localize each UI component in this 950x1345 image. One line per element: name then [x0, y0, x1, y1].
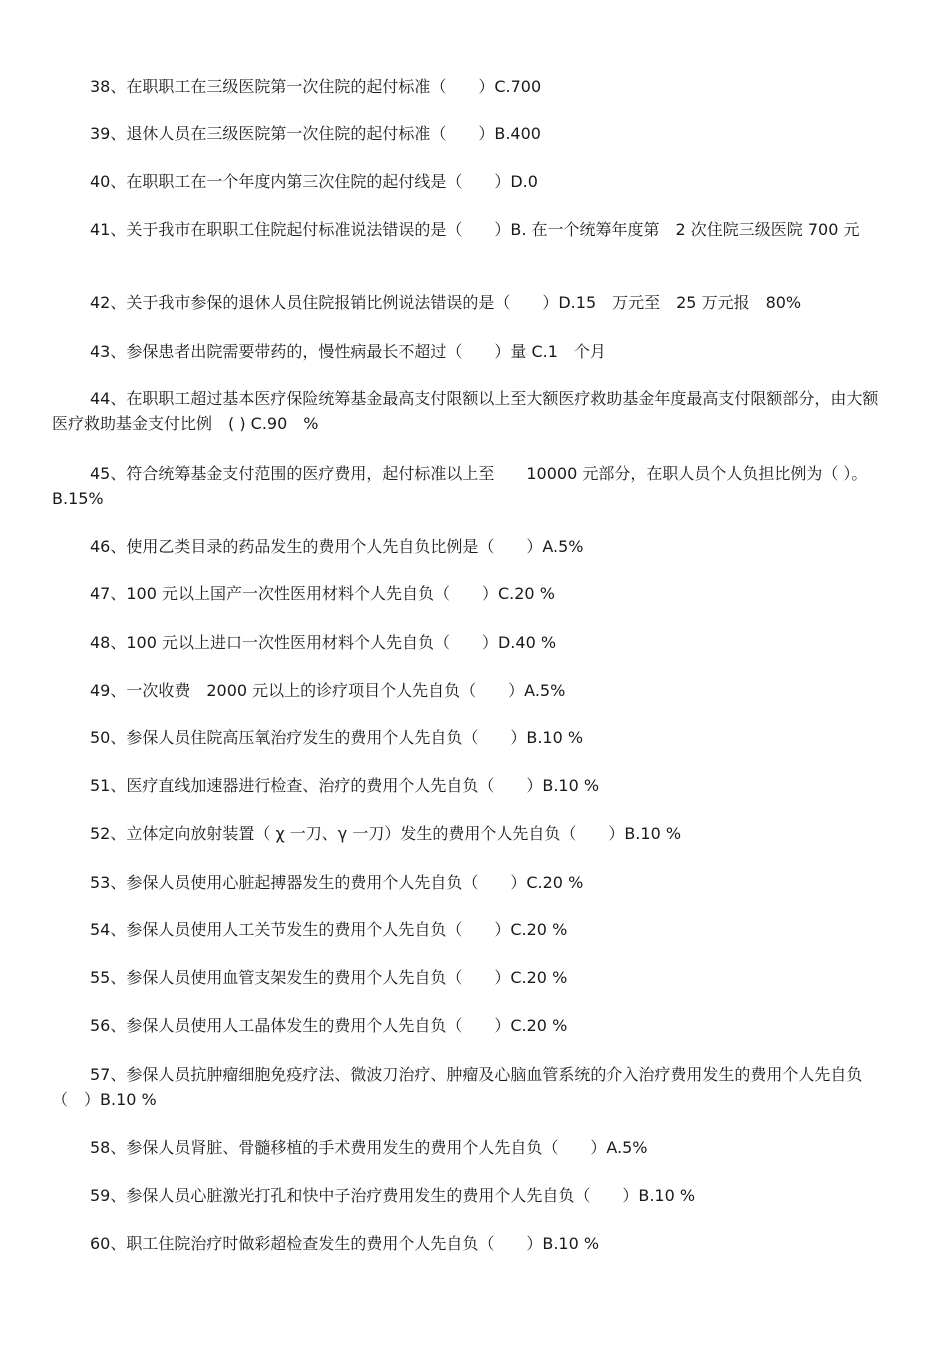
question-49: 49、一次收费 2000 元以上的诊疗项目个人先自负（ ）A.5% [90, 681, 566, 700]
question-53: 53、参保人员使用心脏起搏器发生的费用个人先自负（ ）C.20 % [90, 873, 584, 892]
question-59: 59、参保人员心脏激光打孔和快中子治疗费用发生的费用个人先自负（ ）B.10 % [90, 1186, 696, 1205]
question-46: 46、使用乙类目录的药品发生的费用个人先自负比例是（ ）A.5% [90, 537, 584, 556]
question-56: 56、参保人员使用人工晶体发生的费用个人先自负（ ）C.20 % [90, 1016, 568, 1035]
question-60: 60、职工住院治疗时做彩超检查发生的费用个人先自负（ ）B.10 % [90, 1234, 600, 1253]
question-39: 39、退休人员在三级医院第一次住院的起付标准（ ）B.400 [90, 124, 541, 143]
question-58: 58、参保人员肾脏、骨髓移植的手术费用发生的费用个人先自负（ ）A.5% [90, 1138, 648, 1157]
question-42: 42、关于我市参保的退休人员住院报销比例说法错误的是（ ）D.15 万元至 25 万元报 80% [90, 293, 802, 312]
question-55: 55、参保人员使用血管支架发生的费用个人先自负（ ）C.20 % [90, 968, 568, 987]
question-41: 41、关于我市在职职工住院起付标准说法错误的是（ ）B. 在一个统筹年度第 2 次住院三级医院 700 元 [90, 220, 860, 239]
question-45: 45、符合统筹基金支付范围的医疗费用，起付标准以上至 10000 元部分，在职人员个人负担比例为（ ）。B.15% [52, 464, 868, 508]
question-57: 57、参保人员抗肿瘤细胞免疫疗法、微波刀治疗、肿瘤及心脑血管系统的介入治疗费用发生的费用个人先自负（ ）B.10 % [52, 1065, 863, 1109]
question-52: 52、立体定向放射装置（ χ 一刀、γ 一刀）发生的费用个人先自负（ ）B.10 % [90, 824, 682, 843]
question-47: 47、100 元以上国产一次性医用材料个人先自负（ ）C.20 % [90, 584, 555, 603]
question-51: 51、医疗直线加速器进行检查、治疗的费用个人先自负（ ）B.10 % [90, 776, 600, 795]
question-44: 44、在职职工超过基本医疗保险统筹基金最高支付限额以上至大额医疗救助基金年度最高支付限额部分，由大额医疗救助基金支付比例 ( ) C.90 % [52, 389, 879, 433]
question-43: 43、参保患者出院需要带药的，慢性病最长不超过（ ）量 C.1 个月 [90, 342, 606, 361]
question-50: 50、参保人员住院高压氧治疗发生的费用个人先自负（ ）B.10 % [90, 728, 584, 747]
question-48: 48、100 元以上进口一次性医用材料个人先自负（ ）D.40 % [90, 633, 557, 652]
question-40: 40、在职职工在一个年度内第三次住院的起付线是（ ）D.0 [90, 172, 538, 191]
question-38: 38、在职职工在三级医院第一次住院的起付标准（ ）C.700 [90, 77, 542, 96]
question-54: 54、参保人员使用人工关节发生的费用个人先自负（ ）C.20 % [90, 920, 568, 939]
